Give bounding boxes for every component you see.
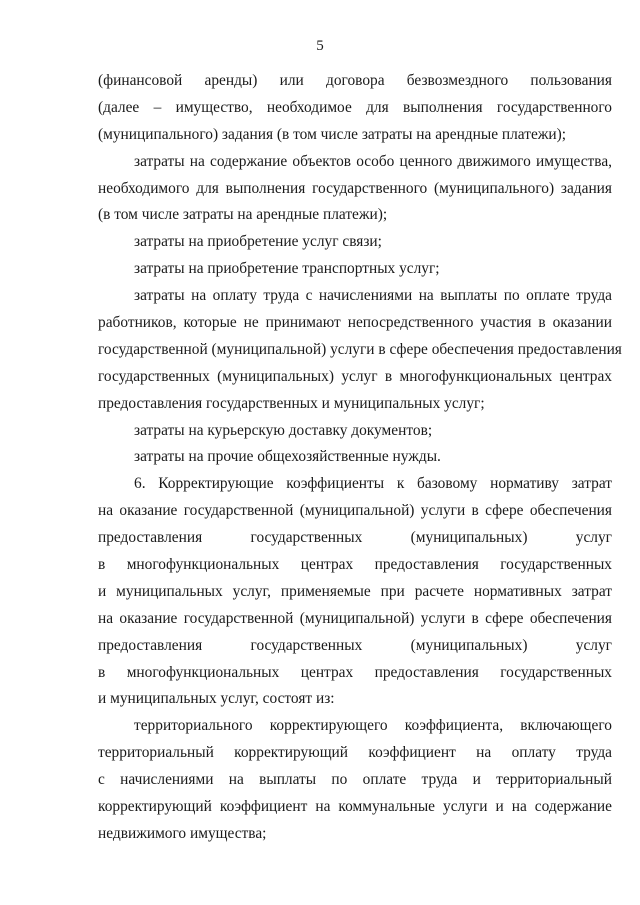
text-line: (муниципального) задания (в том числе затраты на арендные платежи); — [98, 125, 567, 143]
text-line: затраты на приобретение транспортных услуг; — [134, 260, 440, 278]
text-line: территориального корректирующего коэффициента, включающего — [134, 717, 612, 735]
text-line: предоставления государственных (муниципальных) услуг — [98, 529, 612, 547]
text-line: затраты на прочие общехозяйственные нужды. — [134, 448, 441, 466]
text-line: на оказание государственной (муниципальной) услуги в сфере обеспечения — [98, 609, 612, 627]
text-line: и муниципальных услуг, применяемые при расчете нормативных затрат — [98, 582, 612, 600]
text-line: предоставления государственных (муниципальных) услуг — [98, 636, 612, 654]
text-line: предоставления государственных и муниципальных услуг; — [98, 394, 485, 412]
text-line: государственных (муниципальных) услуг в многофункциональных центрах — [98, 367, 612, 385]
text-line: в многофункциональных центрах предоставления государственных — [98, 663, 612, 681]
text-line: на оказание государственной (муниципальной) услуги в сфере обеспечения — [98, 502, 612, 520]
text-line: затраты на курьерскую доставку документов; — [134, 421, 433, 439]
text-line: корректирующий коэффициент на коммунальные услуги и на содержание — [98, 798, 612, 816]
text-line: (в том числе затраты на арендные платежи); — [98, 206, 388, 224]
page-number: 5 — [316, 38, 324, 54]
text-line: недвижимого имущества; — [98, 824, 267, 842]
text-line: затраты на содержание объектов особо ценного движимого имущества, — [134, 152, 612, 170]
text-line: необходимого для выполнения государственного (муниципального) задания — [98, 179, 612, 197]
text-line: с начислениями на выплаты по оплате труда и территориальный — [98, 771, 612, 789]
text-line: работников, которые не принимают непосредственного участия в оказании — [98, 314, 612, 332]
text-line: и муниципальных услуг, состоят из: — [98, 690, 335, 708]
text-line: государственной (муниципальной) услуги в сфере обеспечения предоставления — [98, 340, 622, 358]
text-line: территориальный корректирующий коэффициент на оплату труда — [98, 744, 612, 762]
text-line: в многофункциональных центрах предоставления государственных — [98, 556, 612, 574]
text-line: (финансовой аренды) или договора безвозмездного пользования — [98, 72, 612, 89]
document-body — [98, 68, 622, 848]
section-6-heading-line: 6. Корректирующие коэффициенты к базовому нормативу затрат — [134, 475, 612, 493]
text-line: (далее – имущество, необходимое для выполнения государственного — [98, 98, 612, 116]
text-line: затраты на приобретение услуг связи; — [134, 233, 382, 251]
text-line: затраты на оплату труда с начислениями на выплаты по оплате труда — [134, 287, 612, 305]
